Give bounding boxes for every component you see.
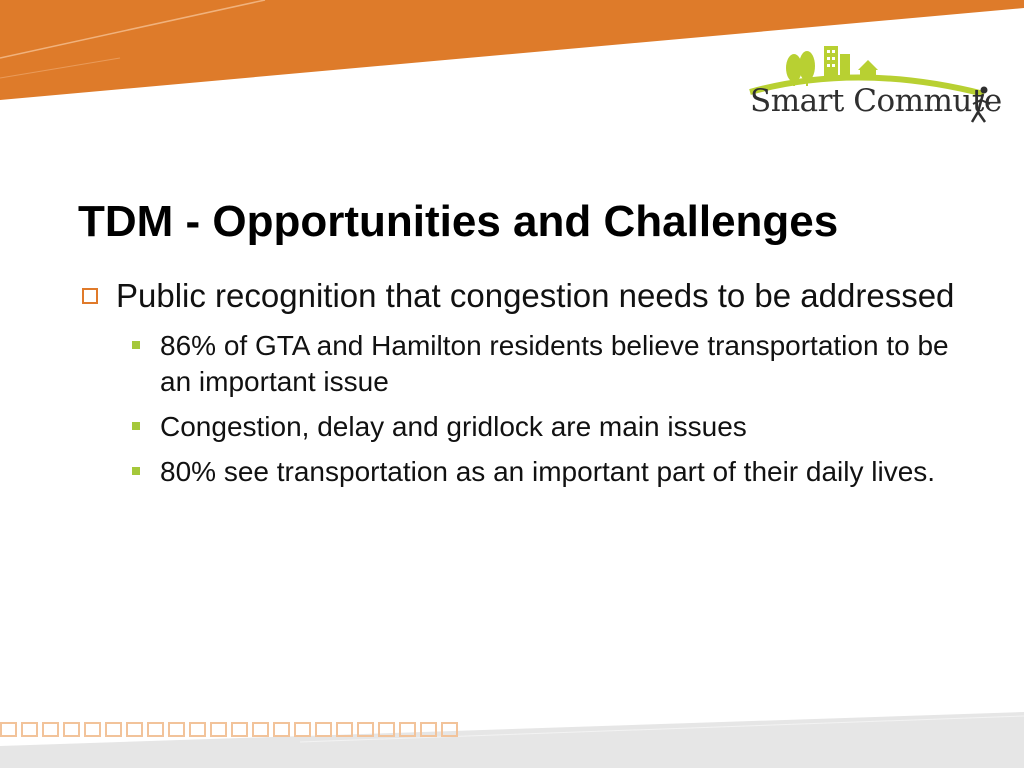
footer-box	[399, 722, 416, 737]
footer-box	[210, 722, 227, 737]
sub-bullet-text: Congestion, delay and gridlock are main issues	[160, 411, 747, 442]
sub-bullet-text: 80% see transportation as an important part of their daily lives.	[160, 456, 936, 487]
logo-wordmark: Smart Commute	[750, 83, 1002, 119]
footer-box	[315, 722, 332, 737]
footer-box	[126, 722, 143, 737]
footer-box	[105, 722, 122, 737]
footer-box	[0, 722, 17, 737]
footer-box-row	[0, 722, 458, 737]
footer-box	[420, 722, 437, 737]
footer-box	[357, 722, 374, 737]
footer-box	[273, 722, 290, 737]
footer-box	[336, 722, 353, 737]
footer-box	[441, 722, 458, 737]
footer-box	[189, 722, 206, 737]
footer-box	[147, 722, 164, 737]
footer-box	[84, 722, 101, 737]
footer-box	[168, 722, 185, 737]
footer-box	[378, 722, 395, 737]
footer-box	[42, 722, 59, 737]
footer-box	[231, 722, 248, 737]
bullet-text: Public recognition that congestion needs to be addressed	[116, 277, 955, 314]
footer-box	[252, 722, 269, 737]
footer-box	[63, 722, 80, 737]
footer-gray-shape	[0, 712, 1024, 768]
footer-box	[21, 722, 38, 737]
footer-box	[294, 722, 311, 737]
sub-bullet-text: 86% of GTA and Hamilton residents believe transportation to be an important issue	[160, 330, 949, 397]
slide-title: TDM - Opportunities and Challenges	[78, 197, 839, 246]
